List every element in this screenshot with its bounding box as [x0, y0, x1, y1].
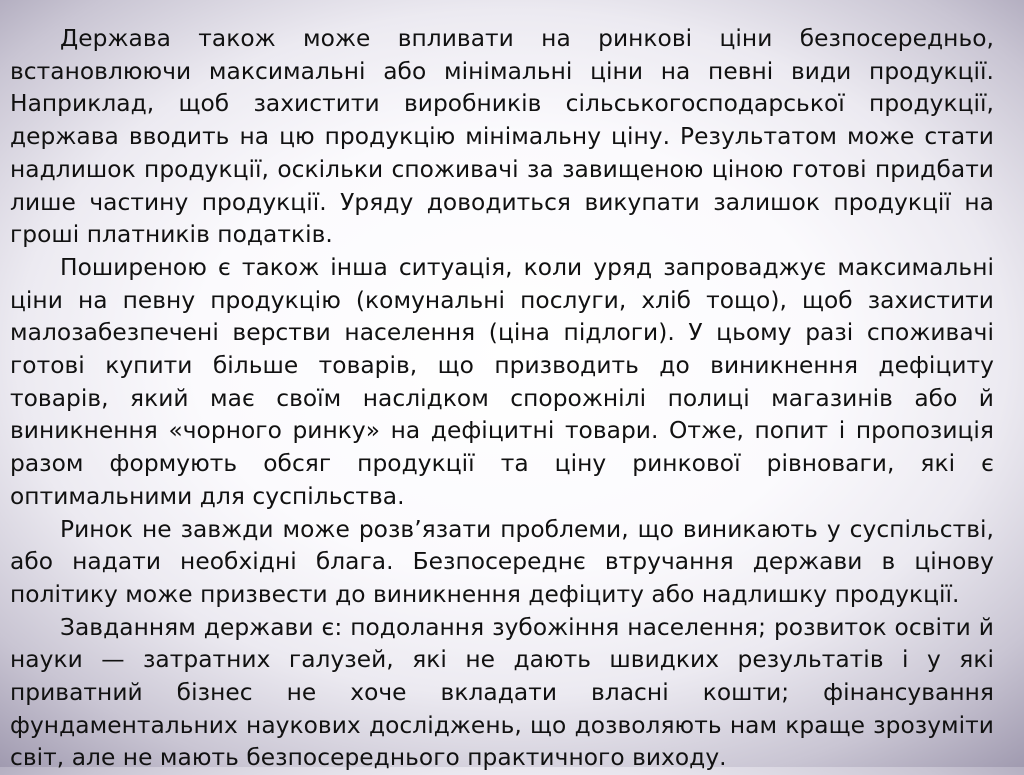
slide-text-body — [10, 23, 994, 775]
paragraph-market-limits: Ринок не завжди може розв’язати проблеми, що виникають у суспільстві, або надати необхідні блага. Безпосереднє втручання держави в цінову політику може призвести до виникнення дефіциту або надлишку продукції. — [10, 515, 994, 608]
paragraph-price-regulation: Держава також може впливати на ринкові ціни безпосередньо, встановлюючи максимальні або мінімальні ціни на певні види продукції. Наприклад, щоб захистити виробників сільськогосподарської продукції, держава вводить на цю продукцію мінімальну ціну. Результатом може стати надлишок продукції, оскільки споживачі за завищеною ціною готові придбати лише частину продукції. Уряду доводиться викупати залишок продукції на гроші платників податків. — [10, 25, 994, 249]
paragraph-state-tasks: Завданням держави є: подолання зубожіння населення; розвиток освіти й науки — затратних галузей, які не дають швидких результатів і у які приватний бізнес не хоче вкладати власні кошти; фінансування фундаментальних наукових досліджень, що дозволяють нам краще зрозуміти світ, але не мають безпосереднього практичного виходу. — [10, 613, 994, 772]
paragraph-maximum-prices: Поширеною є також інша ситуація, коли уряд запроваджує максимальні ціни на певну продукцію (комунальні послуги, хліб тощо), щоб захистити малозабезпечені верстви населення (ціна підлоги). У цьому разі споживачі готові купити більше товарів, що призводить до виникнення дефіциту товарів, який має своїм наслідком спорожнілі полиці магазинів або й виникнення «чорного ринку» на дефіцитні товари. Отже, попит і пропозиція разом формують обсяг продукції та ціну ринкової рівноваги, які є оптимальними для суспільства. — [10, 253, 994, 510]
